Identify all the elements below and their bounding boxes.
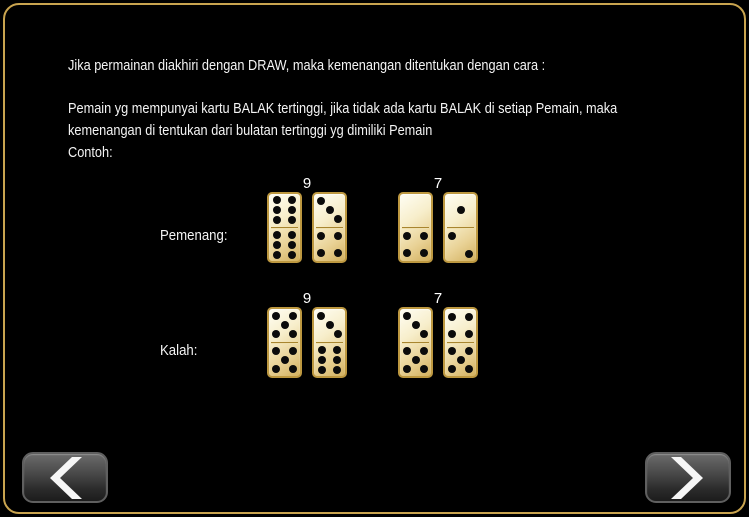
pip	[403, 249, 411, 257]
pip	[420, 330, 428, 338]
tile-bottom-half	[314, 229, 345, 262]
example-row	[0, 291, 749, 383]
tile-group	[398, 307, 478, 378]
tile-top-half	[269, 194, 300, 227]
pip	[288, 196, 296, 204]
pip	[465, 313, 473, 321]
domino-pair	[267, 176, 347, 263]
pip	[273, 206, 281, 214]
pip	[403, 347, 411, 355]
pip	[334, 215, 342, 223]
tile-group	[267, 307, 347, 378]
pip	[288, 231, 296, 239]
tile-top-half	[400, 309, 431, 342]
instruction-line-balak-rule-1: Pemain yg mempunyai kartu BALAK tertinggi, jika tidak ada kartu BALAK di setiap Pemain, maka	[68, 100, 618, 117]
tile-bottom-half	[314, 344, 345, 377]
pip	[318, 346, 326, 354]
pip	[317, 197, 325, 205]
pip	[272, 330, 280, 338]
pip	[420, 365, 428, 373]
pip	[412, 321, 420, 329]
pip	[448, 330, 456, 338]
pip	[448, 232, 456, 240]
pip	[288, 216, 296, 224]
pip	[272, 365, 280, 373]
domino-tile-1-2	[443, 192, 478, 263]
row-label: Pemenang:	[160, 227, 228, 244]
tile-top-half	[269, 309, 300, 342]
tile-group	[267, 192, 347, 263]
pip	[334, 249, 342, 257]
instruction-line-draw-rule: Jika permainan diakhiri dengan DRAW, maka kemenangan ditentukan dengan cara :	[68, 57, 546, 74]
chevron-left-icon	[48, 457, 82, 499]
pip	[403, 365, 411, 373]
pip	[289, 330, 297, 338]
pair-value-label: 9	[302, 290, 312, 307]
pip	[333, 356, 341, 364]
pip	[273, 216, 281, 224]
pip	[273, 231, 281, 239]
pip	[289, 312, 297, 320]
pip	[317, 249, 325, 257]
pip	[403, 312, 411, 320]
pip	[420, 347, 428, 355]
pip	[448, 365, 456, 373]
pip	[465, 330, 473, 338]
pip	[273, 196, 281, 204]
next-page-button[interactable]	[645, 452, 731, 503]
pip	[288, 241, 296, 249]
pip	[272, 347, 280, 355]
pip	[281, 321, 289, 329]
pip	[465, 250, 473, 258]
domino-tile-3-5	[398, 307, 433, 378]
tile-top-half	[445, 309, 476, 342]
chevron-right-icon	[671, 457, 705, 499]
tile-group	[398, 192, 478, 263]
pip	[333, 366, 341, 374]
domino-tile-5-5	[267, 307, 302, 378]
domino-pair	[267, 291, 347, 378]
pip	[273, 241, 281, 249]
prev-page-button[interactable]	[22, 452, 108, 503]
pip	[334, 232, 342, 240]
pip	[318, 356, 326, 364]
pip	[403, 232, 411, 240]
domino-tile-3-4	[312, 192, 347, 263]
pip	[448, 313, 456, 321]
instruction-line-contoh: Contoh:	[68, 144, 113, 161]
pair-value-label: 7	[433, 175, 443, 192]
pip	[273, 251, 281, 259]
pip	[465, 347, 473, 355]
pip	[457, 356, 465, 364]
pip	[317, 232, 325, 240]
pip	[289, 347, 297, 355]
tile-bottom-half	[445, 229, 476, 262]
pip	[334, 330, 342, 338]
row-label: Kalah:	[160, 342, 198, 359]
pip	[457, 206, 465, 214]
domino-tile-0-4	[398, 192, 433, 263]
tile-bottom-half	[400, 229, 431, 262]
pip	[288, 206, 296, 214]
instruction-line-balak-rule-2: kemenangan di tentukan dari bulatan tertinggi yg dimiliki Pemain	[68, 122, 433, 139]
pair-value-label: 9	[302, 175, 312, 192]
tile-bottom-half	[269, 229, 300, 262]
pip	[448, 347, 456, 355]
domino-pair	[398, 291, 478, 378]
tile-top-half	[400, 194, 431, 227]
pip	[326, 206, 334, 214]
pip	[281, 356, 289, 364]
pip	[326, 321, 334, 329]
pip	[333, 346, 341, 354]
tile-top-half	[314, 309, 345, 342]
pip	[272, 312, 280, 320]
pip	[412, 356, 420, 364]
pip	[420, 249, 428, 257]
tile-top-half	[445, 194, 476, 227]
tile-top-half	[314, 194, 345, 227]
pip	[288, 251, 296, 259]
pip	[289, 365, 297, 373]
tile-bottom-half	[269, 344, 300, 377]
pip	[317, 312, 325, 320]
pip	[420, 232, 428, 240]
pip	[465, 365, 473, 373]
tile-bottom-half	[400, 344, 431, 377]
domino-tile-6-6	[267, 192, 302, 263]
tile-bottom-half	[445, 344, 476, 377]
domino-tile-3-6	[312, 307, 347, 378]
domino-tile-4-5	[443, 307, 478, 378]
pair-value-label: 7	[433, 290, 443, 307]
domino-pair	[398, 176, 478, 263]
pip	[318, 366, 326, 374]
example-row	[0, 176, 749, 268]
